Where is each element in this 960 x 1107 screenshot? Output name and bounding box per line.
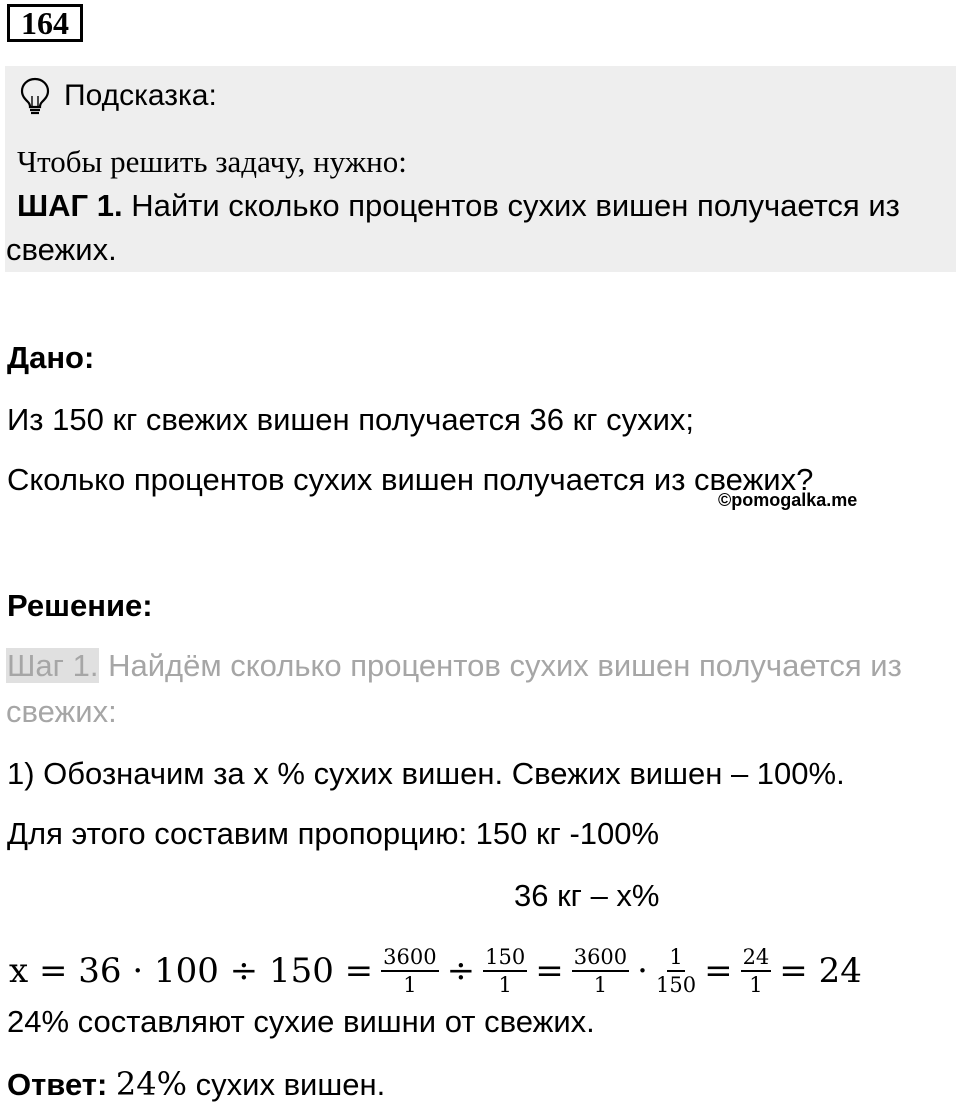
calculation-formula	[5, 940, 866, 1002]
hint-step-text-cont: свежих.	[6, 232, 117, 267]
hint-title: Подсказка:	[64, 79, 217, 112]
hint-step-label: ШАГ 1.	[17, 188, 123, 223]
proportion-line-2: 36 кг – x%	[514, 878, 660, 913]
watermark: ©pomogalka.me	[718, 490, 858, 510]
answer-label: Ответ:	[7, 1067, 108, 1102]
fraction-4	[656, 944, 696, 998]
fraction-2	[483, 944, 527, 998]
proportion-line-1: Для этого составим пропорцию: 150 кг -100%	[7, 816, 660, 851]
answer-text: сухих вишен.	[187, 1067, 386, 1102]
hint-step-text: Найти сколько процентов сухих вишен получается из	[131, 188, 900, 223]
fraction-5-den: 1	[749, 973, 763, 997]
solution-item-1: 1) Обозначим за x % сухих вишен. Свежих вишен – 100%.	[7, 756, 845, 791]
fraction-3-den: 1	[593, 973, 608, 997]
operator-equals-2: =	[704, 951, 733, 991]
hint-step	[17, 184, 900, 228]
given-heading: Дано:	[7, 340, 95, 375]
answer-value: 24%	[115, 1065, 188, 1103]
solution-step	[6, 644, 902, 688]
fraction-4-den: 150	[655, 973, 697, 997]
fraction-5-num: 24	[741, 944, 772, 972]
fraction-1-num: 3600	[381, 944, 438, 972]
fraction-2-den: 1	[498, 973, 512, 997]
solution-step-text-cont: свежих:	[6, 694, 117, 729]
fraction-1	[381, 944, 438, 998]
operator-divide: ÷	[446, 951, 476, 991]
operator-equals: =	[535, 951, 564, 991]
solution-heading: Решение:	[7, 588, 153, 623]
task-number: 164	[7, 4, 83, 42]
operator-multiply: ·	[637, 951, 648, 991]
given-line-2: Сколько процентов сухих вишен получается из свежих?	[7, 462, 814, 497]
fraction-5	[741, 944, 772, 998]
given-line-1: Из 150 кг свежих вишен получается 36 кг сухих;	[7, 402, 695, 437]
fraction-3	[572, 944, 629, 998]
fraction-3-num: 3600	[572, 944, 629, 972]
solution-step-label: Шаг 1.	[7, 648, 99, 683]
fraction-2-num: 150	[483, 944, 527, 972]
hint-intro: Чтобы решить задачу, нужно:	[17, 144, 407, 179]
formula-rhs: = 24	[779, 951, 862, 991]
formula-lhs: x = 36 · 100 ÷ 150 =	[9, 951, 374, 991]
result-line: 24% составляют сухие вишни от свежих.	[7, 1004, 595, 1039]
solution-step-text: Найдём сколько процентов сухих вишен получается из	[108, 648, 902, 683]
lightbulb-icon	[18, 76, 52, 116]
fraction-1-den: 1	[403, 973, 417, 997]
fraction-4-num: 1	[667, 944, 684, 972]
answer-line	[7, 1062, 385, 1107]
